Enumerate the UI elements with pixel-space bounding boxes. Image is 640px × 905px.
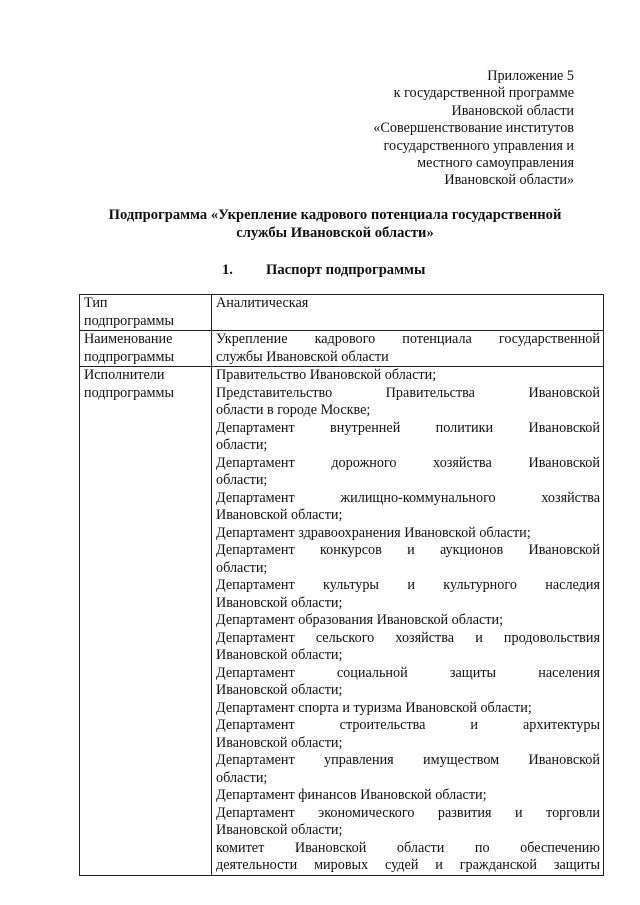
- value-line: Департамент спорта и туризма Ивановской области;: [216, 699, 532, 716]
- section-title: Паспорт подпрограммы: [266, 262, 426, 278]
- value-line: области;: [216, 559, 268, 576]
- value-line: Департамент дорожного хозяйства Ивановской: [216, 454, 600, 471]
- appendix-line: Ивановской области: [451, 102, 574, 119]
- value-line: Департамент конкурсов и аукционов Ивановской: [216, 542, 600, 558]
- row-label-cell: [80, 367, 212, 876]
- value-line: деятельности мировых судей и гражданской защиты: [216, 857, 600, 873]
- table-row: [80, 331, 604, 367]
- row-value-cell: [212, 367, 604, 876]
- value-line: Департамент строительства и архитектуры: [216, 717, 600, 733]
- table-row: [80, 367, 604, 876]
- label-line: Тип: [84, 295, 108, 311]
- value-line: Ивановской области;: [216, 822, 343, 838]
- value-line: Департамент внутренней политики Ивановской: [216, 419, 600, 436]
- appendix-line: к государственной программе: [393, 85, 574, 102]
- passport-table: [79, 294, 604, 876]
- value-line: Департамент жилищно-коммунального хозяйства: [216, 489, 600, 506]
- title-line: службы Ивановской области»: [236, 225, 434, 241]
- row-label-cell: [80, 295, 212, 331]
- value-line: Департамент сельского хозяйства и продовольствия: [216, 629, 600, 646]
- subprogram-title: [70, 206, 600, 242]
- value-line: области;: [216, 437, 268, 453]
- value-line: Департамент финансов Ивановской области;: [216, 787, 487, 803]
- label-line: подпрограммы: [84, 384, 174, 401]
- value-line: области;: [216, 472, 268, 488]
- value-line: Департамент образования Ивановской области;: [216, 612, 504, 628]
- value-line: Ивановской области;: [216, 647, 343, 663]
- appendix-line: государственного управления и: [383, 137, 574, 154]
- value-line: Ивановской области;: [216, 682, 343, 698]
- appendix-line: местного самоуправления: [417, 155, 574, 172]
- section-heading: [222, 261, 425, 279]
- table-row: [80, 295, 604, 331]
- value-line: Департамент культуры и культурного наследия: [216, 577, 600, 593]
- label-line: Исполнители: [84, 367, 165, 383]
- value-line: Ивановской области;: [216, 734, 343, 751]
- label-line: подпрограммы: [84, 348, 174, 365]
- value-line: Департамент управления имуществом Ивановской: [216, 752, 600, 768]
- row-value-cell: [212, 331, 604, 367]
- value-line: Департамент социальной защиты населения: [216, 664, 600, 681]
- appendix-line: «Совершенствование институтов: [373, 120, 574, 137]
- value-line: Представительство Правительства Ивановской: [216, 384, 600, 401]
- value-line: Департамент экономического развития и торговли: [216, 804, 600, 821]
- appendix-block: [373, 68, 574, 190]
- value-line: Аналитическая: [216, 295, 309, 311]
- value-line: Укрепление кадрового потенциала государственной: [216, 331, 600, 347]
- value-line: области в городе Москве;: [216, 402, 371, 418]
- row-label-cell: [80, 331, 212, 367]
- appendix-line: Приложение 5: [487, 68, 574, 84]
- label-line: подпрограммы: [84, 312, 174, 329]
- value-line: службы Ивановской области: [216, 348, 389, 365]
- appendix-line: Ивановской области»: [444, 172, 574, 189]
- value-line: области;: [216, 769, 268, 786]
- value-line: Департамент здравоохранения Ивановской области;: [216, 524, 531, 541]
- title-line: Подпрограмма «Укрепление кадрового потенциала государственной: [108, 207, 562, 223]
- value-line: Ивановской области;: [216, 507, 343, 523]
- value-line: комитет Ивановской области по обеспечению: [216, 839, 600, 856]
- value-line: Ивановской области;: [216, 594, 343, 611]
- section-number: 1.: [222, 262, 233, 278]
- label-line: Наименование: [84, 331, 173, 347]
- value-line: Правительство Ивановской области;: [216, 367, 437, 383]
- row-value-cell: [212, 295, 604, 331]
